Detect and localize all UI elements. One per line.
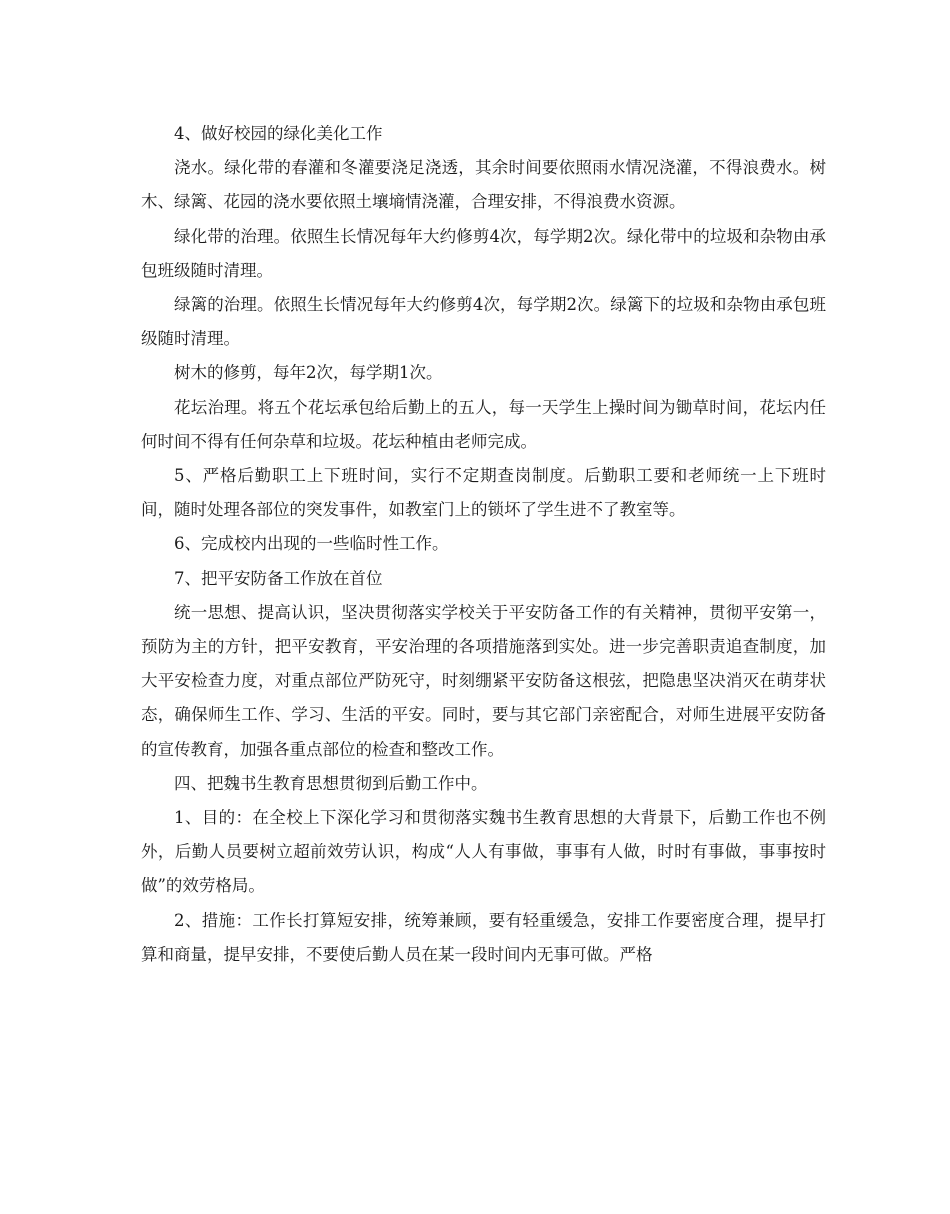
paragraph-watering: 浇水。绿化带的春灌和冬灌要浇足浇透，其余时间要依照雨水情况浇灌，不得浪费水。树木、绿篱、花园的浇水要依照土壤墒情浇灌，合理安排，不得浪费水资源。 — [141, 158, 826, 212]
paragraph-safety-body: 统一思想、提高认识，坚决贯彻落实学校关于平安防备工作的有关精神，贯彻平安第一，预防为主的方针，把平安教育，平安治理的各项措施落到实处。进一步完善职责追查制度，加大平安检查力度，对重点部位严防死守，时刻绷紧平安防备这根弦，把隐患坚决消灭在萌芽状态，确保师生工作、学习、生活的平安。同时，要与其它部门亲密配合，对师生进展平安防备的宣传教育，加强各重点部位的检查和整改工作。 — [141, 602, 826, 759]
paragraph-work-hours: 5、严格后勤职工上下班时间，实行不定期查岗制度。后勤职工要和老师统一上下班时间，随时处理各部位的突发事件，如教室门上的锁坏了学生进不了教室等。 — [141, 466, 826, 520]
document-body — [141, 117, 826, 972]
paragraph-hedge: 绿篱的治理。依照生长情况每年大约修剪4次，每学期2次。绿篱下的垃圾和杂物由承包班级随时清理。 — [141, 295, 826, 349]
paragraph-measures: 2、措施：工作长打算短安排，统筹兼顾，要有轻重缓急，安排工作要密度合理，提早打算和商量，提早安排，不要使后勤人员在某一段时间内无事可做。严格 — [141, 910, 826, 964]
paragraph-section-four-heading: 四、把魏书生教育思想贯彻到后勤工作中。 — [174, 773, 488, 793]
paragraph-greening-heading: 4、做好校园的绿化美化工作 — [174, 124, 383, 143]
paragraph-green-belt: 绿化带的治理。依照生长情况每年大约修剪4次，每学期2次。绿化带中的垃圾和杂物由承包班级随时清理。 — [141, 226, 826, 280]
paragraph-tree-pruning: 树木的修剪，每年2次，每学期1次。 — [174, 363, 443, 383]
paragraph-purpose: 1、目的：在全校上下深化学习和贯彻落实魏书生教育思想的大背景下，后勤工作也不例外，后勤人员要树立超前效劳认识，构成“人人有事做，事事有人做，时时有事做，事事按时做”的效劳格局。 — [141, 808, 826, 896]
paragraph-temporary-work: 6、完成校内出现的一些临时性工作。 — [174, 534, 449, 554]
paragraph-flower-beds: 花坛治理。将五个花坛承包给后勤上的五人，每一天学生上操时间为锄草时间，花坛内任何时间不得有任何杂草和垃圾。花坛种植由老师完成。 — [141, 397, 826, 451]
paragraph-safety-heading: 7、把平安防备工作放在首位 — [174, 568, 383, 588]
